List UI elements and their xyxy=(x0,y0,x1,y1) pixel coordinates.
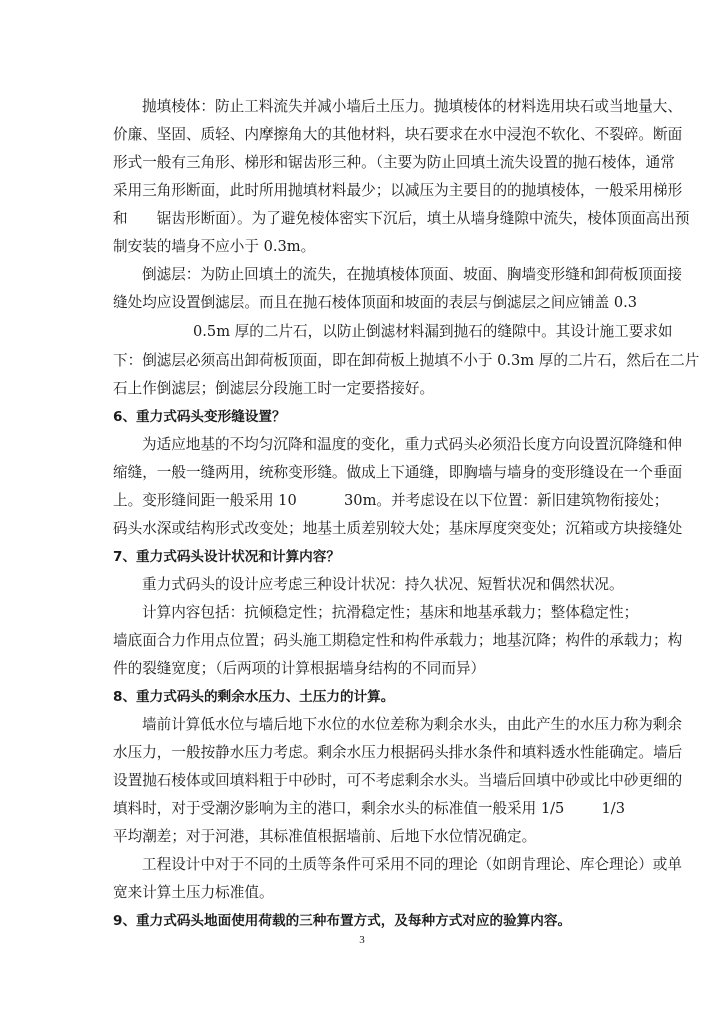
text-line: 水压力，一般按静水压力考虑。剩余水压力根据码头排水条件和填料透水性能确定。墙后 xyxy=(113,744,683,761)
text-line: 石上作倒滤层；倒滤层分段施工时一定要搭接好。 xyxy=(113,380,435,397)
text-line: 价廉、坚固、质轻、内摩擦角大的其他材料，块石要求在水中浸泡不软化、不裂碎。断面 xyxy=(113,126,683,143)
section-heading: 7、重力式码头设计状况和计算内容？ xyxy=(113,549,340,565)
text-line: 抛填棱体：防止工料流失并减小墙后土压力。抛填棱体的材料选用块石或当地量大、 xyxy=(142,98,682,115)
text-line: 码头水深或结构形式改变处；地基土质差别较大处；基床厚度突变处；沉箱或方块接缝处 xyxy=(113,520,683,537)
text-line: 和 锯齿形断面）。为了避免棱体密实下沉后，填土从墙身缝隙中流失，棱体顶面高出预 xyxy=(113,210,690,227)
text-line: 1/3 xyxy=(601,800,625,817)
text-line: 缝处均应设置倒滤层。而且在抛石棱体顶面和坡面的表层与倒滤层之间应铺盖 0.3 xyxy=(113,294,638,311)
text-line: 倒滤层：为防止回填土的流失，在抛填棱体顶面、坡面、胸墙变形缝和卸荷板顶面接 xyxy=(142,266,682,283)
text-line: 0.5m 厚的二片石，以防止倒滤材料漏到抛石的缝隙中。其设计施工要求如 xyxy=(193,323,673,340)
section-heading: 6、重力式码头变形缝设置？ xyxy=(113,409,286,425)
text-line: 30m。并考虑设在以下位置：新旧建筑物衔接处； xyxy=(344,492,669,509)
section-heading: 9、重力式码头地面使用荷载的三种布置方式，及每种方式对应的验算内容。 xyxy=(113,913,572,929)
text-line: 为适应地基的不均匀沉降和温度的变化，重力式码头必须沿长度方向设置沉降缝和伸 xyxy=(142,436,682,453)
text-line: 填料时，对于受潮汐影响为主的港口，剩余水头的标准值一般采用 1/5 xyxy=(113,800,565,817)
text-line: 墙前计算低水位与墙后地下水位的水位差称为剩余水头，由此产生的水压力称为剩余 xyxy=(142,716,682,733)
text-line: 宽来计算土压力标准值。 xyxy=(113,884,274,901)
text-line: 采用三角形断面，此时所用抛填材料最少；以减压为主要目的的抛填棱体，一般采用梯形 xyxy=(113,182,683,199)
text-line: 工程设计中对于不同的土质等条件可采用不同的理论（如朗肯理论、库仑理论）或单 xyxy=(142,856,682,873)
text-line: 墙底面合力作用点位置；码头施工期稳定性和构件承载力；地基沉降；构件的承载力；构 xyxy=(113,632,683,649)
text-line: 计算内容包括：抗倾稳定性；抗滑稳定性；基床和地基承载力；整体稳定性； xyxy=(142,604,639,621)
text-line: 下：倒滤层必须高出卸荷板顶面，即在卸荷板上抛填不小于 0.3m 厚的二片石，然后在二片 xyxy=(113,352,700,369)
text-line: 平均潮差；对于河港，其标准值根据墙前、后地下水位情况确定。 xyxy=(113,828,537,845)
section-heading: 8、重力式码头的剩余水压力、土压力的计算。 xyxy=(113,689,395,705)
text-line: 件的裂缝宽度；（后两项的计算根据墙身结构的不同而异） xyxy=(113,660,486,677)
page-number: 3 xyxy=(359,934,365,946)
text-line: 重力式码头的设计应考虑三种设计状况：持久状况、短暂状况和偶然状况。 xyxy=(142,576,624,593)
text-line: 上。变形缝间距一般采用 10 xyxy=(113,492,297,509)
text-line: 缩缝，一般一缝两用，统称变形缝。做成上下通缝，即胸墙与墙身的变形缝设在一个垂面 xyxy=(113,464,683,481)
text-line: 制安装的墙身不应小于 0.3m。 xyxy=(113,238,316,255)
text-line: 形式一般有三角形、梯形和锯齿形三种。（主要为防止回填土流失设置的抛石棱体，通常 xyxy=(113,154,675,171)
text-line: 设置抛石棱体或回填料粗于中砂时，可不考虑剩余水头。当墙后回填中砂或比中砂更细的 xyxy=(113,772,683,789)
